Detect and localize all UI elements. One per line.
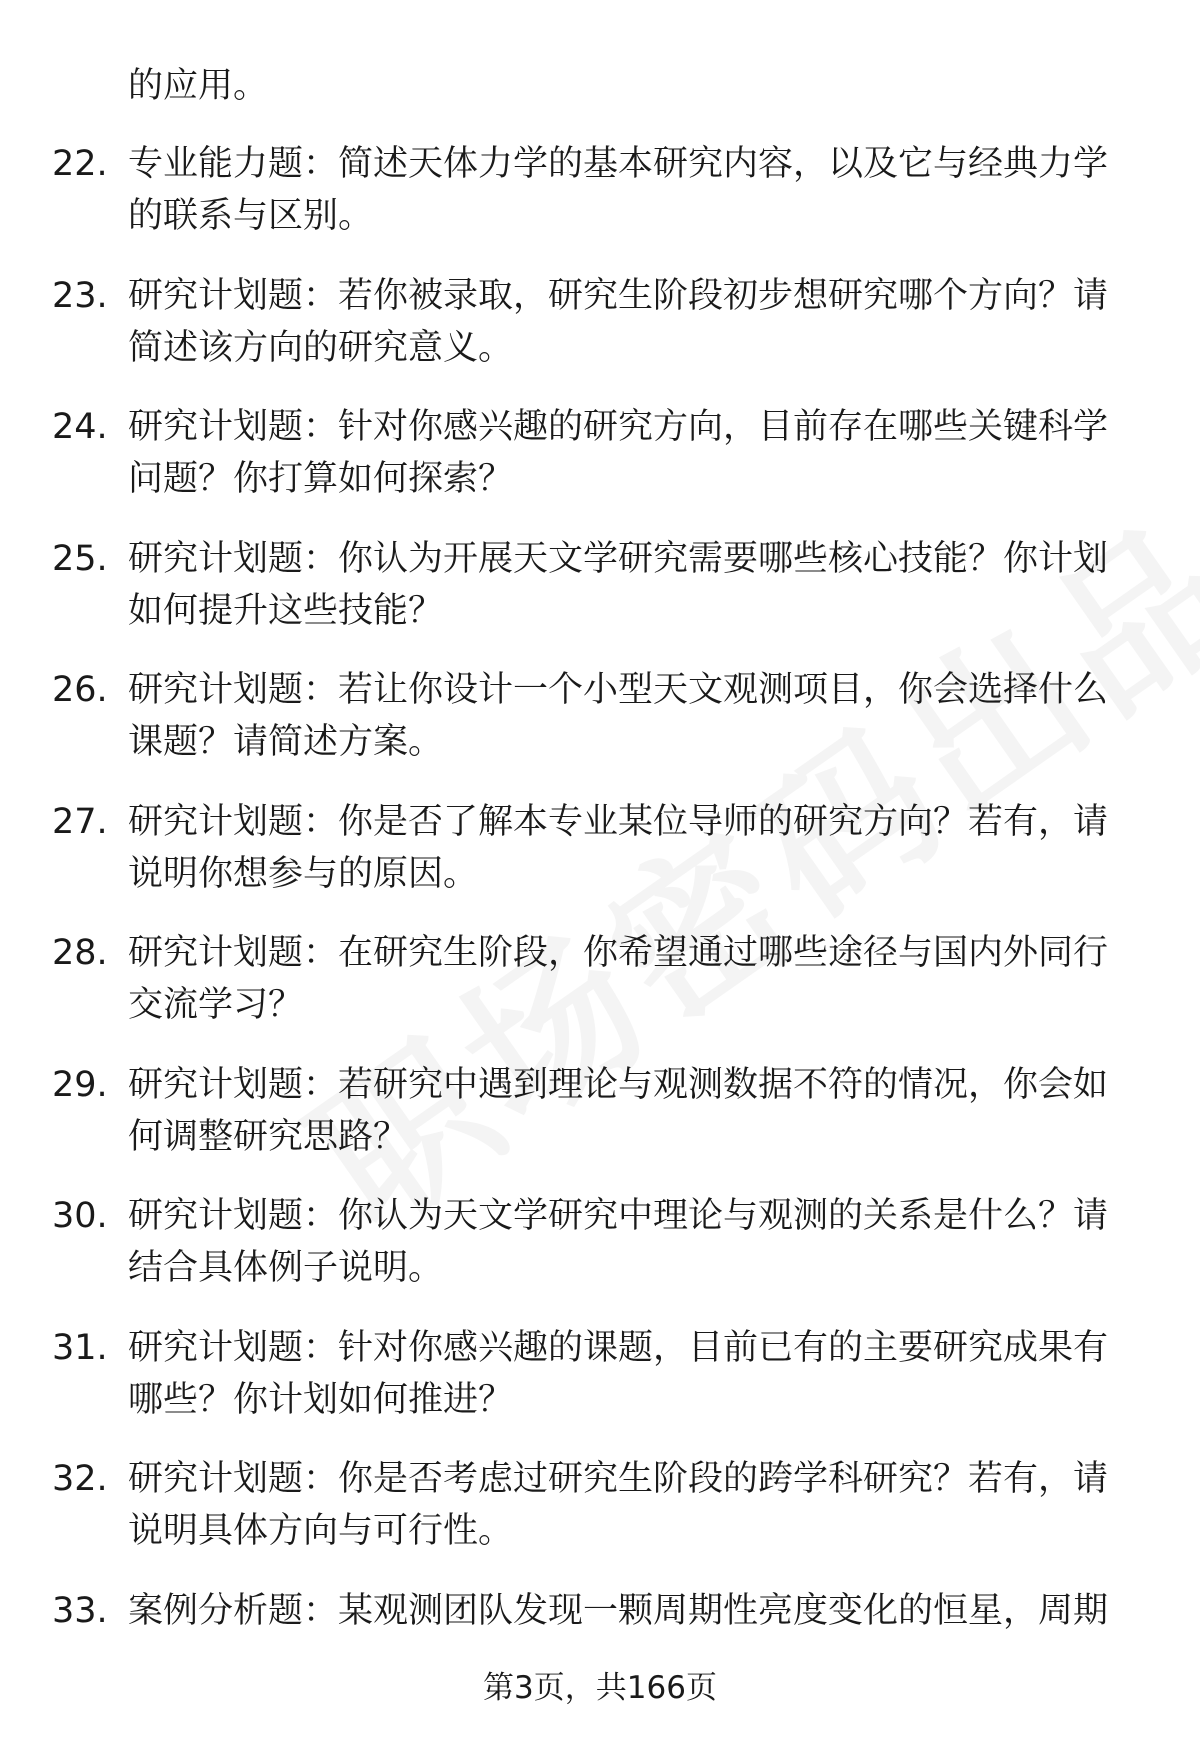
question-number: 33. [52,1590,108,1631]
list-item [0,664,1200,796]
question-text: 研究计划题：针对你感兴趣的课题，目前已有的主要研究成果有哪些？你计划如何推进？ [128,1327,1109,1420]
question-text: 研究计划题：你认为开展天文学研究需要哪些核心技能？你计划如何提升这些技能？ [128,538,1109,631]
continued-answer-line: 的应用。 [128,66,269,106]
list-item [0,1322,1200,1454]
question-number: 22. [52,144,108,184]
list-item [0,796,1200,928]
question-number: 30. [52,1196,108,1236]
question-text: 研究计划题：在研究生阶段，你希望通过哪些途径与国内外同行交流学习？ [128,933,1109,1025]
question-number: 25. [52,538,108,579]
list-item [0,270,1200,402]
list-item [0,138,1200,270]
list-item [0,1453,1200,1585]
question-text: 研究计划题：你是否考虑过研究生阶段的跨学科研究？若有，请说明具体方向与可行性。 [128,1459,1109,1551]
list-item [0,927,1200,1059]
list-item [0,401,1200,533]
question-number: 23. [52,275,108,316]
question-text: 研究计划题：你认为天文学研究中理论与观测的关系是什么？请结合具体例子说明。 [128,1196,1109,1288]
question-text: 研究计划题：若研究中遇到理论与观测数据不符的情况，你会如何调整研究思路？ [128,1064,1109,1157]
page-footer: 第3页，共166页 [483,1670,717,1706]
question-number: 32. [52,1459,108,1499]
question-number: 27. [52,801,108,842]
question-text: 研究计划题：针对你感兴趣的研究方向，目前存在哪些关键科学问题？你打算如何探索？ [128,407,1109,499]
question-number: 31. [52,1327,108,1368]
list-item [0,533,1200,665]
list-item [0,1059,1200,1191]
question-text: 研究计划题：你是否了解本专业某位导师的研究方向？若有，请说明你想参与的原因。 [128,801,1109,894]
question-number: 26. [52,670,108,710]
question-number: 28. [52,933,108,973]
question-number: 29. [52,1064,108,1105]
question-text: 案例分析题：某观测团队发现一颗周期性亮度变化的恒星，周期 [128,1590,1109,1631]
question-list [0,138,1200,1716]
list-item [0,1190,1200,1322]
question-text: 研究计划题：若让你设计一个小型天文观测项目，你会选择什么课题？请简述方案。 [128,670,1109,762]
question-text: 专业能力题：简述天体力学的基本研究内容，以及它与经典力学的联系与区别。 [128,144,1109,236]
question-number: 24. [52,407,108,447]
question-text: 研究计划题：若你被录取，研究生阶段初步想研究哪个方向？请简述该方向的研究意义。 [128,275,1109,368]
